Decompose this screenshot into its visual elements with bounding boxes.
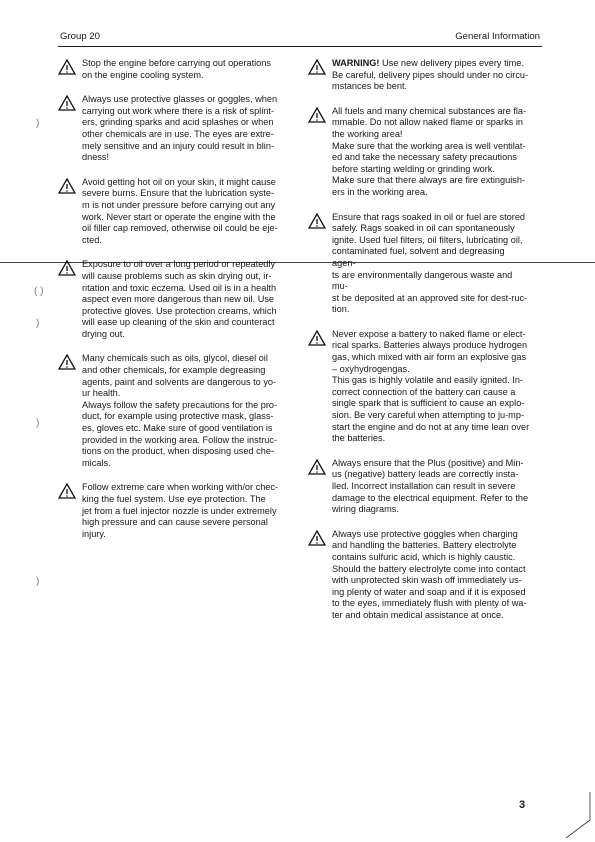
warning-triangle-icon — [58, 95, 76, 111]
warning-triangle-icon — [308, 530, 326, 546]
warning-item — [308, 212, 530, 316]
header-group: Group 20 — [60, 31, 101, 42]
warning-triangle-icon — [58, 483, 76, 499]
warning-item — [58, 94, 280, 164]
warning-text: Always use protective glasses or goggles, when carrying out work where there is a risk of splint- ers, grinding sparks and acid splashes or when other chemicals are in use. The eyes are extre- mely sensitive and an injury could result in blin- dness! — [82, 94, 278, 163]
warning-triangle-icon — [308, 459, 326, 475]
header-rule — [58, 46, 542, 47]
warning-text: Follow extreme care when working with/or chec- king the fuel system. Use eye protection. The jet from a fuel injector nozzle is under extremely high pressure and can cause severe personal injury. — [82, 482, 279, 539]
warning-triangle-icon — [58, 178, 76, 194]
warning-triangle-icon — [58, 59, 76, 75]
left-column — [58, 58, 280, 553]
warning-triangle-icon — [58, 260, 76, 276]
warning-triangle-icon — [58, 354, 76, 370]
warning-triangle-icon — [308, 59, 326, 75]
scan-mark: ) — [36, 318, 40, 329]
page-header — [60, 30, 540, 44]
warning-text: Ensure that rags soaked in oil or fuel are stored safely. Rags soaked in oil can spontaneously ignite. Used fuel filters, oil filters, lubricating oil, contaminated fuel, solvent and degreasing agen- ts are environmentally dangerous waste and mu- st be deposited at an approved site for dest-ruc- tion. — [332, 211, 528, 315]
warning-triangle-icon — [308, 213, 326, 229]
scan-mark: ) — [36, 118, 40, 129]
warning-text: Stop the engine before carrying out operations on the engine cooling system. — [82, 58, 271, 80]
header-section: General Information — [455, 31, 540, 42]
warning-text: Avoid getting hot oil on your skin, it might cause severe burns. Ensure that the lubrication syste- m is not under pressure before carrying out any work. Never start or operate the engine with the oil filler cap removed, otherwise oil could be eje- cted. — [82, 176, 278, 245]
warning-body: Use new delivery pipes every time. Be careful, delivery pipes should under no circu- mstances be bent. — [332, 58, 529, 92]
warning-item — [308, 529, 530, 622]
warning-item — [308, 106, 530, 199]
warning-item — [58, 58, 280, 81]
warning-triangle-icon — [308, 107, 326, 123]
warning-text: Never expose a battery to naked flame or elect- rical sparks. Batteries always produce hydrogen gas, which mixed with air form an explosive gas – oxyhydrogengas. This gas is highly volatile and easily ignited. In- correct connection of the battery can cause a single spark that is sufficient to cause an explo- sion. Be very careful when attempting to ju-mp- start the engine and do not at any time lean over the batteries. — [332, 328, 530, 444]
warning-item — [58, 259, 280, 340]
warning-item — [58, 482, 280, 540]
scan-mark: ) — [36, 576, 40, 587]
warning-text: Many chemicals such as oils, glycol, diesel oil and other chemicals, for example degreasing agents, paint and solvents are dangerous to yo- ur health. Always follow the safety precautions for the pro- duct, for example using protective mask, glass- es, gloves etc. Make sure of good ventilation is provided in the working area. Follow the instruc- tions on the product, when disposing used che- micals. — [82, 353, 278, 468]
scan-mark: ) — [36, 418, 40, 429]
warning-item — [58, 353, 280, 469]
scan-mark: ( ) — [34, 286, 44, 297]
warning-lead: WARNING! — [332, 58, 380, 68]
warning-text: Always ensure that the Plus (positive) and Min- us (negative) battery leads are correctly insta- lled. Incorrect installation can result in severe damage to the electrical equipment. Refer to the wiring diagrams. — [332, 457, 529, 515]
right-column — [308, 58, 530, 635]
warning-text: All fuels and many chemical substances are fla- mmable. Do not allow naked flame or sparks in the working area! Make sure that the working area is well ventilat- ed and take the necessary safety precautions before starting welding or grinding work. Make sure that there always are fire extinguish- ers in the working area. — [332, 105, 527, 197]
warning-item — [308, 329, 530, 445]
warning-item — [308, 58, 530, 93]
warning-text: Always use protective goggles when charging and handling the batteries. Battery electrolyte contains sulfuric acid, which is highly caustic. Should the battery electrolyte come into contact with unprotected skin wash off immediately us- ing plenty of water and soap and if it is exposed to the eyes, immediately flush with plenty of wa- ter and obtain medical assistance at once. — [332, 528, 527, 620]
page-corner-fold — [562, 790, 592, 840]
warning-text: Exposure to oil over a long period or repeatedly will cause problems such as skin drying out, ir- ritation and toxic eczema. Used oil is in a health aspect even more dangerous than new oil. Use protective gloves. Use protection creams, which will ease up cleaning of the skin and counteract drying out. — [82, 259, 277, 339]
warning-triangle-icon — [308, 330, 326, 346]
warning-item — [58, 177, 280, 247]
page-number: 3 — [519, 799, 526, 811]
warning-item — [308, 458, 530, 516]
warning-text — [332, 58, 530, 93]
